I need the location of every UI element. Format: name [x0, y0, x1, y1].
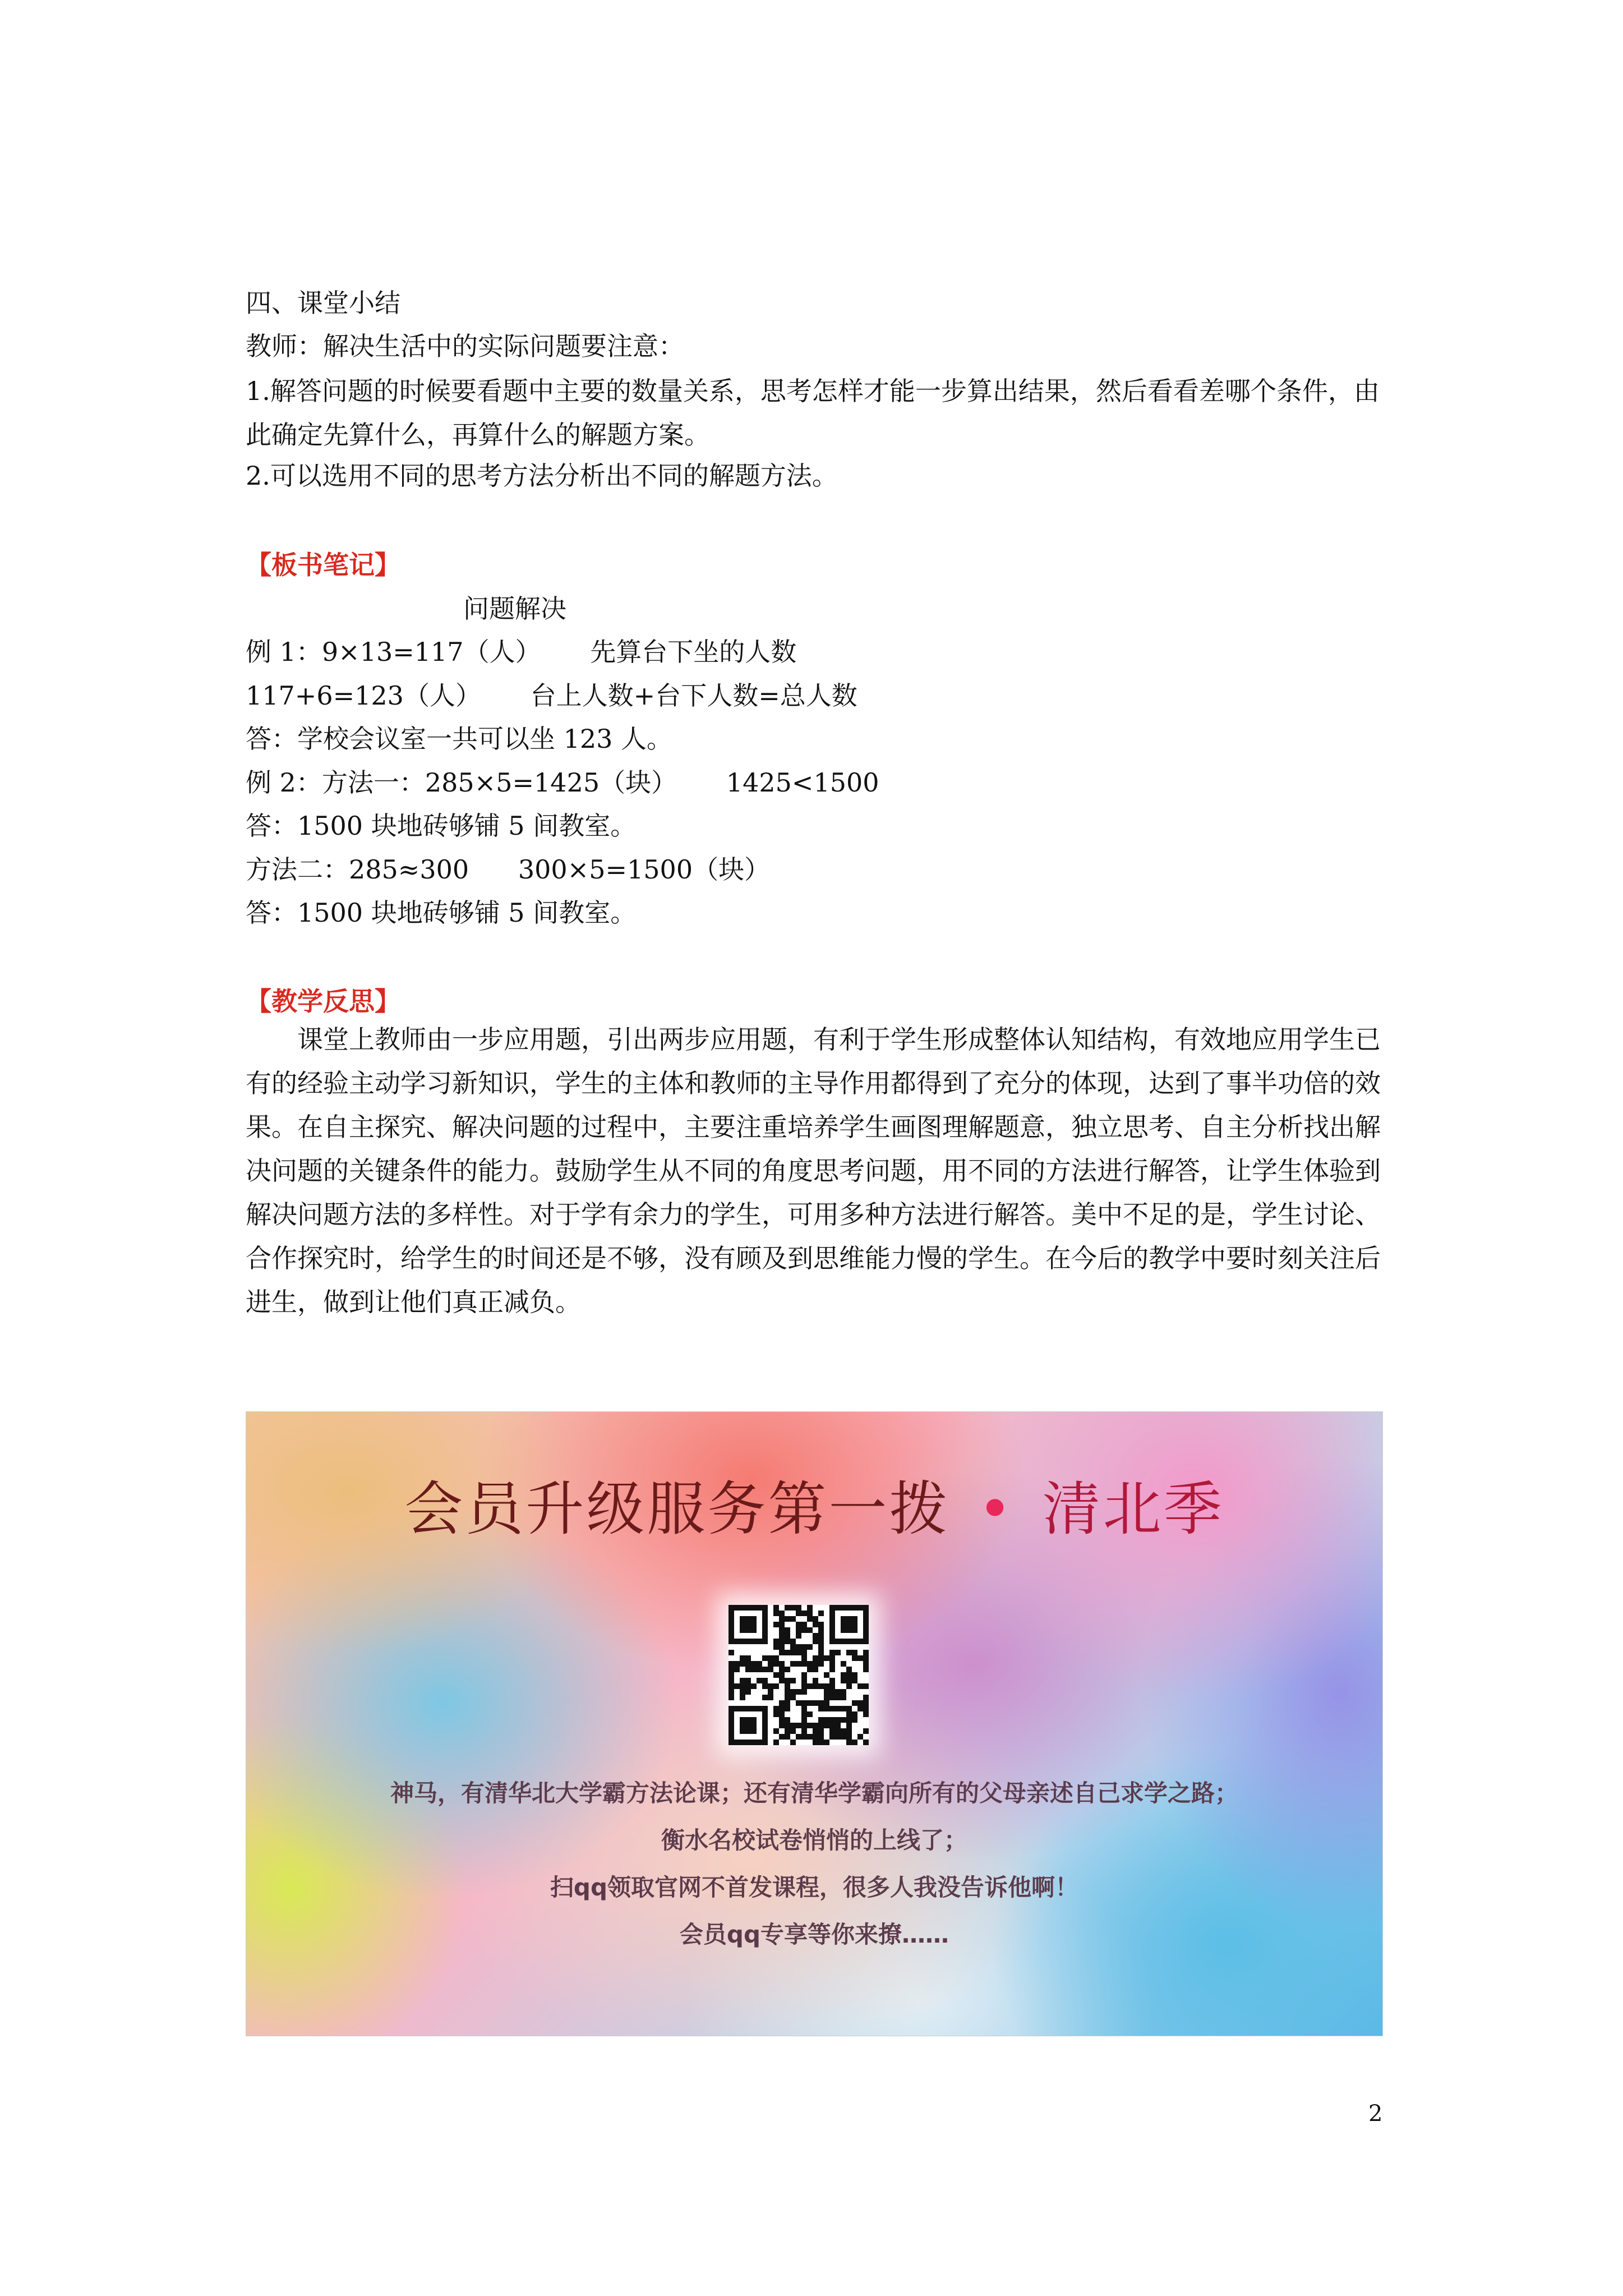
board-example2-line2: 方法二：285≈300 300×5=1500（块）: [246, 854, 771, 885]
page-number: 2: [1368, 2101, 1383, 2127]
board-example1-line1: 例 1：9×13=117（人） 先算台下坐的人数: [246, 637, 797, 667]
banner-line-3: 扫qq领取官网不首发课程，很多人我没告诉他啊！: [550, 1874, 1079, 1901]
board-heading: 【板书笔记】: [246, 550, 400, 580]
summary-point-2: 2.可以选用不同的思考方法分析出不同的解题方法。: [246, 461, 838, 491]
reflection-heading: 【教学反思】: [246, 986, 400, 1016]
summary-point-1: 1.解答问题的时候要看题中主要的数量关系，思考怎样才能一步算出结果，然后看看差哪个条件，由此确定先算什么，再算什么的解题方案。: [246, 376, 1380, 450]
board-example1-answer: 答：学校会议室一共可以坐 123 人。: [246, 724, 673, 754]
board-subtitle: 问题解决: [463, 593, 566, 624]
banner-title-left: 会员升级服务第一拨: [404, 1475, 950, 1543]
summary-heading: 四、课堂小结: [246, 288, 400, 318]
banner-title-right: 清北季: [1042, 1475, 1224, 1543]
banner-title-dot: •: [978, 1475, 1015, 1543]
banner-line-2: 衡水名校试卷悄悄的上线了；: [661, 1826, 967, 1854]
banner-line-1: 神马，有清华北大学霸方法论课；还有清华学霸向所有的父母亲述自己求学之路；: [390, 1779, 1238, 1807]
board-example2-answer1: 答：1500 块地砖够铺 5 间教室。: [246, 811, 637, 841]
banner-title: [246, 1473, 1382, 1545]
banner-line-4: 会员qq专享等你来撩……: [679, 1921, 949, 1948]
summary-intro: 教师：解决生活中的实际问题要注意：: [246, 331, 684, 361]
board-example2-answer2: 答：1500 块地砖够铺 5 间教室。: [246, 898, 637, 928]
board-example1-line2: 117+6=123（人） 台上人数+台下人数=总人数: [246, 680, 857, 711]
qr-code-icon[interactable]: [728, 1605, 869, 1745]
board-example2-line1: 例 2：方法一：285×5=1425（块） 1425<1500: [246, 767, 879, 798]
promo-banner[interactable]: [246, 1411, 1383, 2036]
reflection-body: 课堂上教师由一步应用题，引出两步应用题，有利于学生形成整体认知结构，有效地应用学生已有的经验主动学习新知识，学生的主体和教师的主导作用都得到了充分的体现，达到了事半功倍的效果。在自主探究、解决问题的过程中，主要注重培养学生画图理解题意，独立思考、自主分析找出解决问题的关键条件的能力。鼓励学生从不同的角度思考问题，用不同的方法进行解答，让学生体验到解决问题方法的多样性。对于学有余力的学生，可用多种方法进行解答。美中不足的是，学生讨论、合作探究时，给学生的时间还是不够，没有顾及到思维能力慢的学生。在今后的教学中要时刻关注后进生，做到让他们真正减负。: [246, 1024, 1381, 1317]
